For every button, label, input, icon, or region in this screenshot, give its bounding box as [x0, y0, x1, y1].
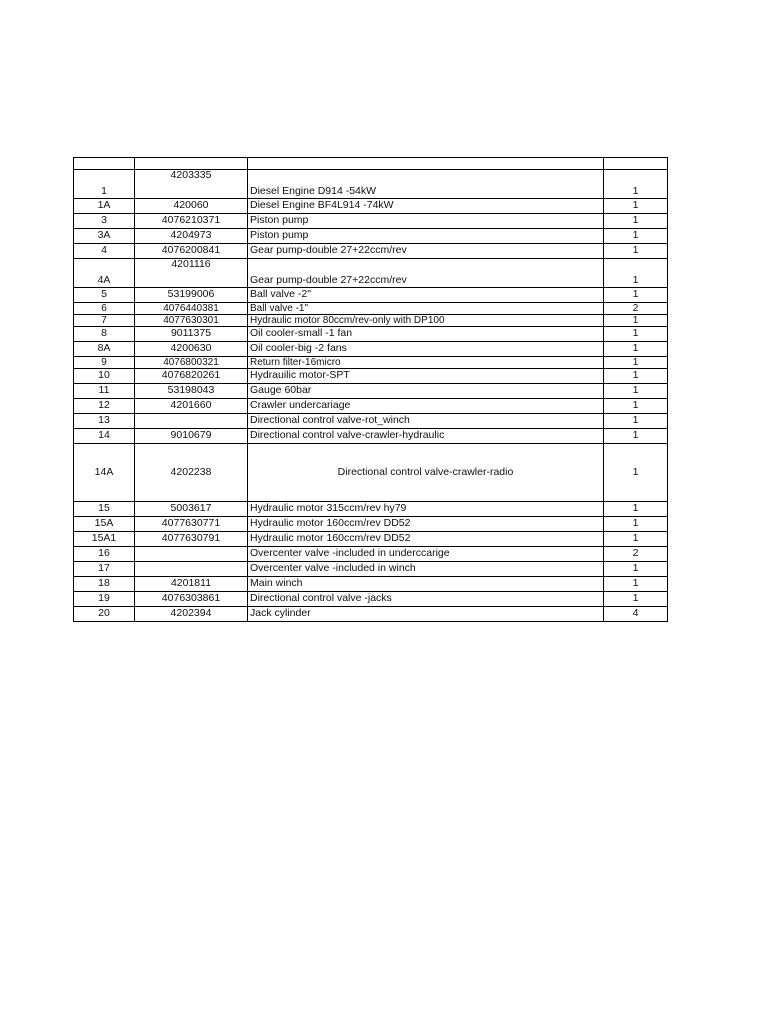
pos-cell: 18 — [74, 577, 135, 592]
table-row — [74, 342, 668, 357]
qty-cell: 1 — [604, 429, 668, 444]
code-cell: 4203335 — [135, 170, 248, 199]
qty-cell: 1 — [604, 315, 668, 327]
desc-cell: Diesel Engine D914 -54kW — [248, 170, 604, 199]
code-cell: 4202238 — [135, 444, 248, 502]
code-cell: 4076440381 — [135, 303, 248, 315]
pos-cell: 3A — [74, 229, 135, 244]
desc-cell: Piston pump — [248, 229, 604, 244]
pos-cell: 5 — [74, 288, 135, 303]
table-row — [74, 170, 668, 199]
desc-cell: Overcenter valve -included in underccarige — [248, 547, 604, 562]
table-row — [74, 199, 668, 214]
desc-cell: Overcenter valve -included in winch — [248, 562, 604, 577]
table-row — [74, 369, 668, 384]
qty-cell: 1 — [604, 577, 668, 592]
qty-cell: 1 — [604, 444, 668, 502]
code-cell: 4201811 — [135, 577, 248, 592]
desc-cell: Directional control valve-rot_winch — [248, 414, 604, 429]
pos-cell: 15 — [74, 502, 135, 517]
table-row — [74, 577, 668, 592]
code-cell: 4076800321 — [135, 357, 248, 369]
desc-cell: Jack cylinder — [248, 607, 604, 622]
code-cell: 4077630771 — [135, 517, 248, 532]
qty-cell: 1 — [604, 517, 668, 532]
code-cell: 4076820261 — [135, 369, 248, 384]
code-cell: 4201116 — [135, 259, 248, 288]
desc-cell: Directional control valve -jacks — [248, 592, 604, 607]
desc-cell: Gear pump-double 27+22ccm/rev — [248, 244, 604, 259]
table-row — [74, 532, 668, 547]
pos-cell: 6 — [74, 303, 135, 315]
code-cell — [135, 414, 248, 429]
qty-cell: 1 — [604, 369, 668, 384]
table-row — [74, 259, 668, 288]
code-cell: 53199006 — [135, 288, 248, 303]
qty-cell: 1 — [604, 414, 668, 429]
qty-cell: 4 — [604, 607, 668, 622]
desc-cell: Gear pump-double 27+22ccm/rev — [248, 259, 604, 288]
table-row — [74, 303, 668, 315]
desc-cell: Piston pump — [248, 214, 604, 229]
pos-cell: 8A — [74, 342, 135, 357]
code-cell — [135, 547, 248, 562]
table-row — [74, 517, 668, 532]
desc-cell: Hydraulic motor 160ccm/rev DD52 — [248, 532, 604, 547]
code-cell — [135, 562, 248, 577]
pos-cell: 15A1 — [74, 532, 135, 547]
desc-cell: Main winch — [248, 577, 604, 592]
qty-cell: 1 — [604, 327, 668, 342]
desc-cell: Directional control valve-crawler-hydraulic — [248, 429, 604, 444]
code-cell: 4200630 — [135, 342, 248, 357]
pos-cell: 3 — [74, 214, 135, 229]
code-cell: 5003617 — [135, 502, 248, 517]
desc-cell: Directional control valve-crawler-radio — [248, 444, 604, 502]
pos-cell: 7 — [74, 315, 135, 327]
parts-table — [73, 157, 668, 622]
pos-cell: 16 — [74, 547, 135, 562]
pos-cell: 14A — [74, 444, 135, 502]
pos-cell: 4 — [74, 244, 135, 259]
qty-cell: 1 — [604, 562, 668, 577]
table-row — [74, 327, 668, 342]
pos-cell: 4A — [74, 259, 135, 288]
table-row — [74, 429, 668, 444]
header-cell-qty — [604, 158, 668, 170]
pos-cell: 1 — [74, 170, 135, 199]
code-cell: 4204973 — [135, 229, 248, 244]
desc-cell: Return filter-16micro — [248, 357, 604, 369]
code-cell: 4202394 — [135, 607, 248, 622]
pos-cell: 13 — [74, 414, 135, 429]
code-cell: 9010679 — [135, 429, 248, 444]
table-row — [74, 562, 668, 577]
pos-cell: 11 — [74, 384, 135, 399]
code-cell: 420060 — [135, 199, 248, 214]
header-cell-desc — [248, 158, 604, 170]
header-cell-code — [135, 158, 248, 170]
table-row — [74, 384, 668, 399]
qty-cell: 1 — [604, 342, 668, 357]
table-row — [74, 357, 668, 369]
table-row — [74, 288, 668, 303]
pos-cell: 14 — [74, 429, 135, 444]
pos-cell: 19 — [74, 592, 135, 607]
code-cell: 9011375 — [135, 327, 248, 342]
code-cell: 4077630791 — [135, 532, 248, 547]
qty-cell: 1 — [604, 229, 668, 244]
pos-cell: 8 — [74, 327, 135, 342]
desc-cell: Crawler undercariage — [248, 399, 604, 414]
desc-cell: Gauge 60bar — [248, 384, 604, 399]
desc-cell: Oil cooler-big -2 fans — [248, 342, 604, 357]
qty-cell: 2 — [604, 303, 668, 315]
header-cell-pos — [74, 158, 135, 170]
table-row — [74, 502, 668, 517]
desc-cell: Hydraulic motor 315ccm/rev hy79 — [248, 502, 604, 517]
desc-cell: Hydraulic motor 160ccm/rev DD52 — [248, 517, 604, 532]
pos-cell: 15A — [74, 517, 135, 532]
qty-cell: 1 — [604, 592, 668, 607]
pos-cell: 20 — [74, 607, 135, 622]
code-cell: 4076303861 — [135, 592, 248, 607]
table-row — [74, 244, 668, 259]
table-row — [74, 607, 668, 622]
code-cell: 4201660 — [135, 399, 248, 414]
qty-cell: 1 — [604, 199, 668, 214]
code-cell: 4076210371 — [135, 214, 248, 229]
desc-cell: Oil cooler-small -1 fan — [248, 327, 604, 342]
pos-cell: 17 — [74, 562, 135, 577]
table-row — [74, 214, 668, 229]
qty-cell: 1 — [604, 214, 668, 229]
qty-cell: 1 — [604, 532, 668, 547]
qty-cell: 1 — [604, 399, 668, 414]
table-row — [74, 444, 668, 502]
table-row — [74, 592, 668, 607]
desc-cell: Diesel Engine BF4L914 -74kW — [248, 199, 604, 214]
table-row — [74, 547, 668, 562]
qty-cell: 1 — [604, 170, 668, 199]
qty-cell: 1 — [604, 384, 668, 399]
desc-cell: Ball valve -2" — [248, 288, 604, 303]
table-row — [74, 399, 668, 414]
pos-cell: 9 — [74, 357, 135, 369]
code-cell: 4077630301 — [135, 315, 248, 327]
pos-cell: 12 — [74, 399, 135, 414]
table-row — [74, 315, 668, 327]
desc-cell: Hydraulic motor 80ccm/rev-only with DP100 — [248, 315, 604, 327]
desc-cell: Hydrauilic motor-SPT — [248, 369, 604, 384]
desc-cell: Ball valve -1" — [248, 303, 604, 315]
qty-cell: 1 — [604, 357, 668, 369]
table-row — [74, 229, 668, 244]
qty-cell: 1 — [604, 244, 668, 259]
code-cell: 53198043 — [135, 384, 248, 399]
pos-cell: 10 — [74, 369, 135, 384]
qty-cell: 1 — [604, 502, 668, 517]
table-row — [74, 414, 668, 429]
code-cell: 4076200841 — [135, 244, 248, 259]
pos-cell: 1A — [74, 199, 135, 214]
table-header-row — [74, 158, 668, 170]
qty-cell: 1 — [604, 288, 668, 303]
qty-cell: 2 — [604, 547, 668, 562]
qty-cell: 1 — [604, 259, 668, 288]
